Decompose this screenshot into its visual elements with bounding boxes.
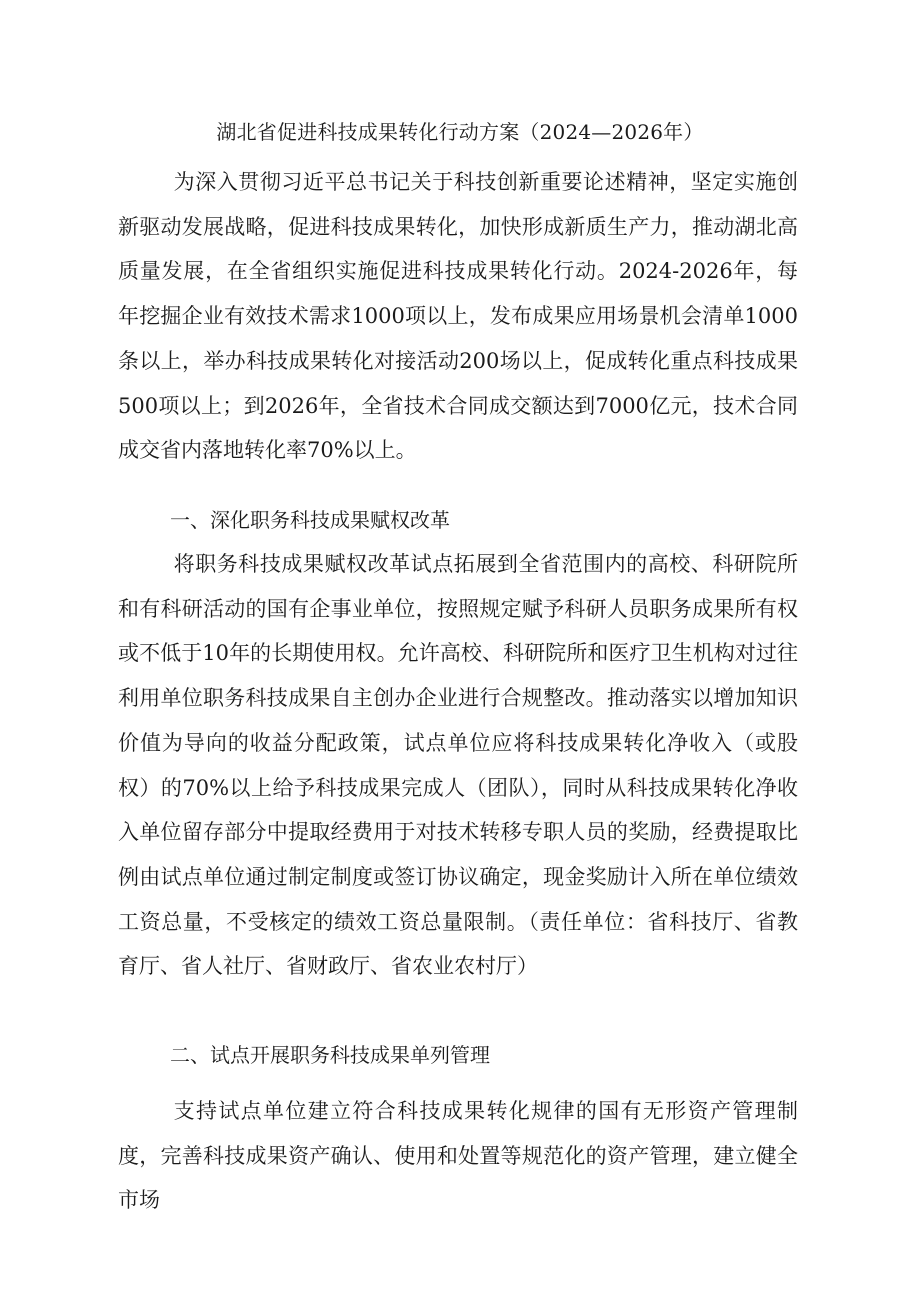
section-heading-1: 一、深化职务科技成果赋权改革 [170,508,450,532]
section-body-2: 支持试点单位建立符合科技成果转化规律的国有无形资产管理制度，完善科技成果资产确认、使用和处置等规范化的资产管理，建立健全市场 [118,1099,798,1213]
intro-paragraph: 为深入贯彻习近平总书记关于科技创新重要论述精神，坚定实施创新驱动发展战略，促进科技成果转化，加快形成新质生产力，推动湖北高质量发展，在全省组织实施促进科技成果转化行动。2024-2026年，每年挖掘企业有效技术需求1000项以上，发布成果应用场景机会清单1000条以上，举办科技成果转化对接活动200场以上，促成转化重点科技成果500项以上；到2026年，全省技术合同成交额达到7000亿元，技术合同成交省内落地转化率70%以上。 [118,170,798,463]
section-body-1: 将职务科技成果赋权改革试点拓展到全省范围内的高校、科研院所和有科研活动的国有企事业单位，按照规定赋予科研人员职务成果所有权或不低于10年的长期使用权。允许高校、科研院所和医疗卫生机构对过往利用单位职务科技成果自主创办企业进行合规整改。推动落实以增加知识价值为导向的收益分配政策，试点单位应将科技成果转化净收入（或股权）的70%以上给予科技成果完成人（团队），同时从科技成果转化净收入单位留存部分中提取经费用于对技术转移专职人员的奖励，经费提取比例由试点单位通过制定制度或签订协议确定，现金奖励计入所在单位绩效工资总量，不受核定的绩效工资总量限制。（责任单位：省科技厅、省教育厅、省人社厅、省财政厅、省农业农村厅） [118,552,798,979]
section-heading-2: 二、试点开展职务科技成果单列管理 [170,1043,490,1067]
document-title: 湖北省促进科技成果转化行动方案（2024—2026年） [216,120,704,144]
